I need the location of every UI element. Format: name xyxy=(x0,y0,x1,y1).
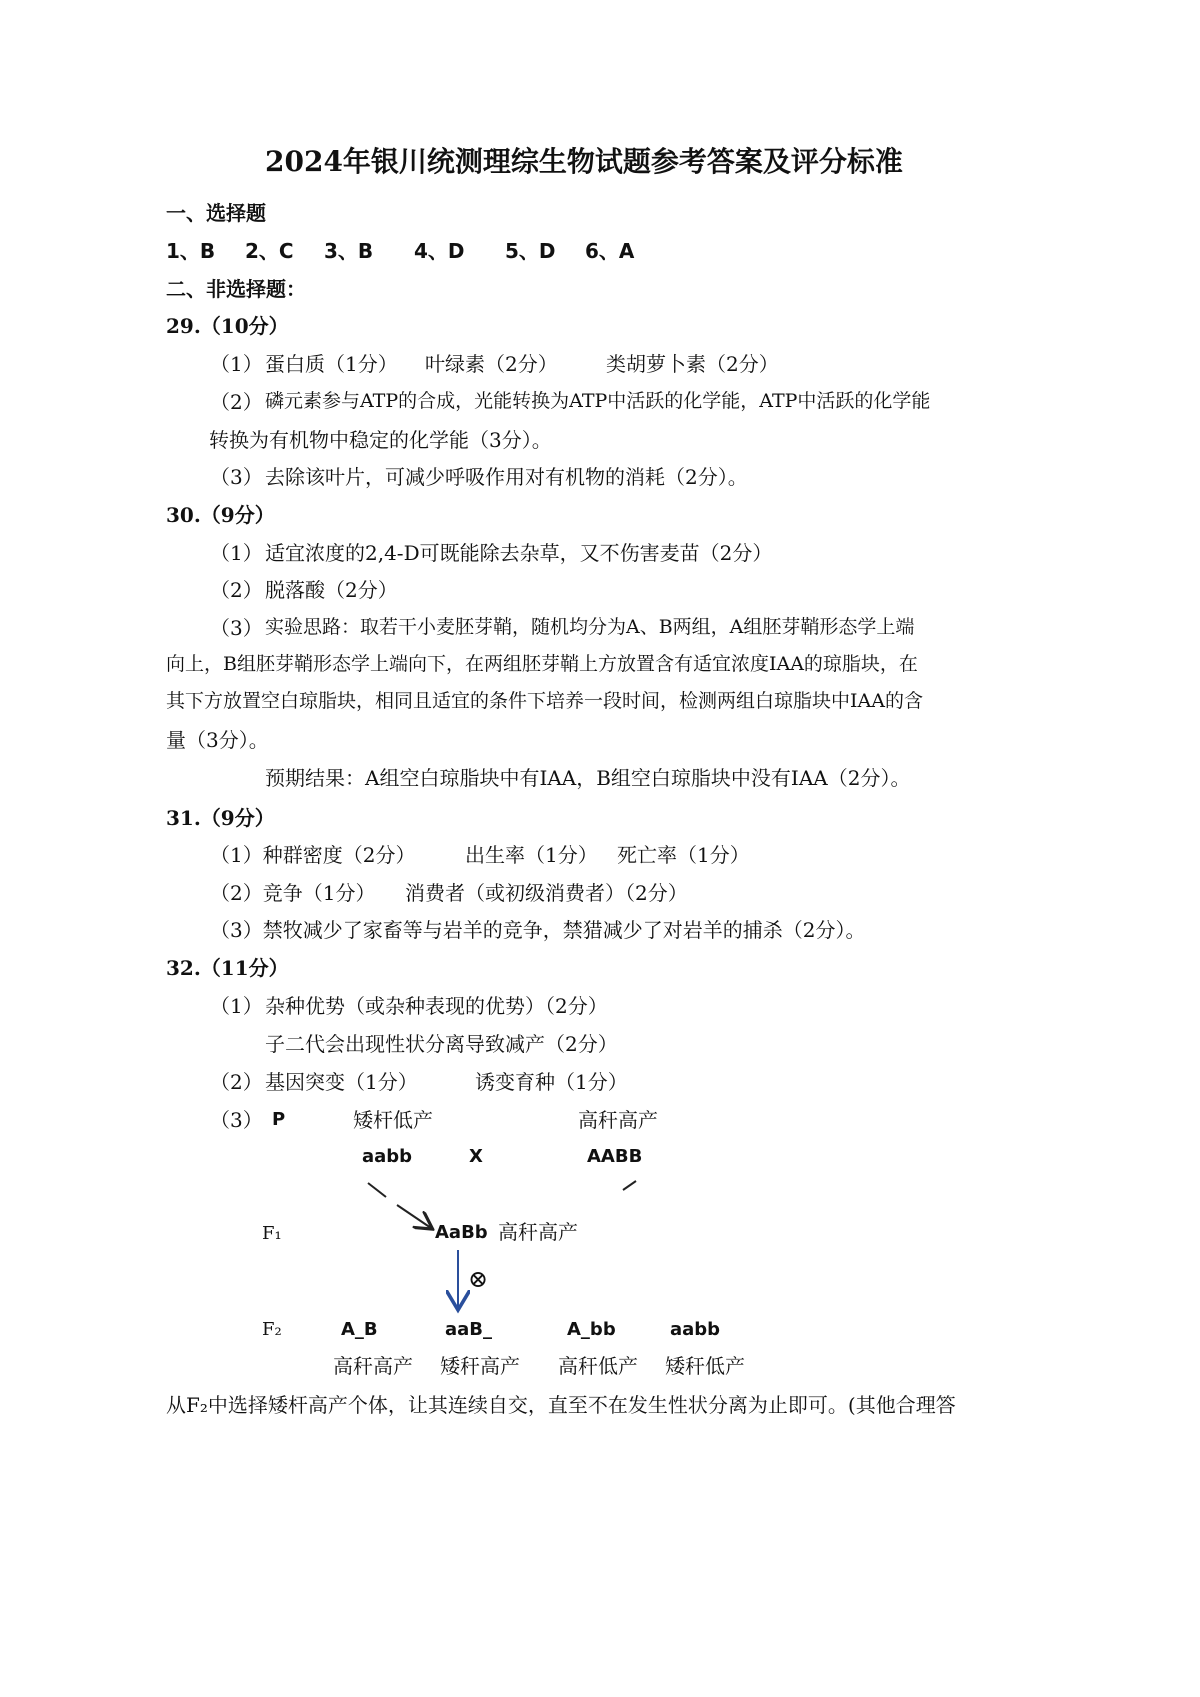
q30-p3-line2: 向上，B组胚芽鞘形态学上端向下，在两组胚芽鞘上方放置含有适宜浓度IAA的琼脂块，在 xyxy=(166,653,918,675)
parent1-genotype: aabb xyxy=(362,1146,413,1167)
f1-label: F₁ xyxy=(262,1223,282,1244)
q32-p2-b: 诱变育种（1分） xyxy=(475,1070,628,1094)
answer-3: 3、B xyxy=(324,239,374,263)
f2-genotype-3: A_bb xyxy=(567,1319,616,1340)
q31-p1-c: 死亡率（1分） xyxy=(617,843,750,867)
q31-p1-b: 出生率（1分） xyxy=(465,843,598,867)
page-title: 2024年银川统测理综生物试题参考答案及评分标准 xyxy=(265,145,903,178)
f2-phenotype-3: 高秆低产 xyxy=(558,1354,638,1378)
q30-p1: 适宜浓度的2,4-D可既能除去杂草，又不伤害麦苗（2分） xyxy=(265,541,773,565)
f2-genotype-2: aaB_ xyxy=(445,1319,493,1340)
q30-p3-num: （3） xyxy=(210,616,263,640)
q32-p1-num: （1） xyxy=(210,994,263,1018)
f2-genotype-4: aabb xyxy=(670,1319,721,1340)
answer-2: 2、C xyxy=(245,239,294,263)
f2-phenotype-1: 高秆高产 xyxy=(333,1354,413,1378)
q29-head: 29.（10分） xyxy=(166,314,289,338)
section1-heading: 一、选择题 xyxy=(166,201,266,225)
answer-5: 5、D xyxy=(505,239,556,263)
q32-head: 32.（11分） xyxy=(166,956,289,980)
q31-p3: （3）禁牧减少了家畜等与岩羊的竞争，禁猎减少了对岩羊的捕杀（2分）。 xyxy=(210,918,866,942)
cross-arrow-to-f1 xyxy=(397,1205,431,1228)
f1-genotype: AaBb xyxy=(435,1222,488,1243)
parent2-phenotype: 高秆高产 xyxy=(578,1108,658,1132)
parent2-genotype: AABB xyxy=(587,1146,643,1167)
self-cross-icon: ⊗ xyxy=(468,1265,489,1293)
q30-p2: 脱落酸（2分） xyxy=(265,578,398,602)
cross-p-label: P xyxy=(272,1109,286,1130)
q29-p3-num: （3） xyxy=(210,465,263,489)
q30-p3-line3: 其下方放置空白琼脂块，相同且适宜的条件下培养一段时间，检测两组白琼脂块中IAA的含 xyxy=(166,690,923,712)
q30-p3-result: 预期结果：A组空白琼脂块中有IAA，B组空白琼脂块中没有IAA（2分）。 xyxy=(265,766,911,790)
cross-sign: X xyxy=(469,1146,483,1167)
q29-p1-num: （1） xyxy=(210,352,263,376)
q32-p3-num: （3） xyxy=(210,1108,263,1132)
q31-p1-a: （1）种群密度（2分） xyxy=(210,843,416,867)
q32-p1-a: 杂种优势（或杂种表现的优势）（2分） xyxy=(265,994,608,1018)
q32-p1-b: 子二代会出现性状分离导致减产（2分） xyxy=(265,1032,618,1056)
cross-line-right xyxy=(623,1181,636,1190)
f2-genotype-1: A_B xyxy=(341,1319,378,1340)
q32-p2-num: （2） xyxy=(210,1070,263,1094)
q32-p2-a: 基因突变（1分） xyxy=(265,1070,418,1094)
q31-p2-b: 消费者（或初级消费者）（2分） xyxy=(405,881,688,905)
section2-heading: 二、非选择题： xyxy=(166,277,306,301)
q30-p1-num: （1） xyxy=(210,541,263,565)
f2-phenotype-4: 矮秆低产 xyxy=(665,1354,745,1378)
q30-p3-line4: 量（3分）。 xyxy=(166,728,269,752)
q30-p2-num: （2） xyxy=(210,578,263,602)
answer-4: 4、D xyxy=(414,239,465,263)
q29-p1-c: 类胡萝卜素（2分） xyxy=(606,352,779,376)
q31-head: 31.（9分） xyxy=(166,806,275,830)
q29-p1-a: 蛋白质（1分） xyxy=(265,352,398,376)
q29-p2-line1: 磷元素参与ATP的合成，光能转换为ATP中活跃的化学能，ATP中活跃的化学能 xyxy=(265,390,931,412)
answer-6: 6、A xyxy=(585,239,635,263)
answer-1: 1、B xyxy=(166,239,216,263)
cross-line-left-upper xyxy=(368,1183,386,1197)
q30-head: 30.（9分） xyxy=(166,503,275,527)
q29-p3: 去除该叶片，可减少呼吸作用对有机物的消耗（2分）。 xyxy=(265,465,748,489)
q32-final-line: 从F₂中选择矮杆高产个体，让其连续自交，直至不在发生性状分离为止即可。(其他合理答 xyxy=(166,1393,956,1417)
q29-p2-line2: 转换为有机物中稳定的化学能（3分）。 xyxy=(209,428,552,452)
q30-p3-line1: 实验思路：取若干小麦胚芽鞘，随机均分为A、B两组，A组胚芽鞘形态学上端 xyxy=(265,616,915,638)
parent1-phenotype: 矮杆低产 xyxy=(353,1108,433,1132)
f1-phenotype: 高秆高产 xyxy=(498,1220,578,1244)
q31-p2-a: （2）竞争（1分） xyxy=(210,881,376,905)
q29-p1-b: 叶绿素（2分） xyxy=(425,352,558,376)
f2-label: F₂ xyxy=(262,1319,282,1340)
f2-phenotype-2: 矮秆高产 xyxy=(440,1354,520,1378)
q29-p2-num: （2） xyxy=(210,390,263,414)
